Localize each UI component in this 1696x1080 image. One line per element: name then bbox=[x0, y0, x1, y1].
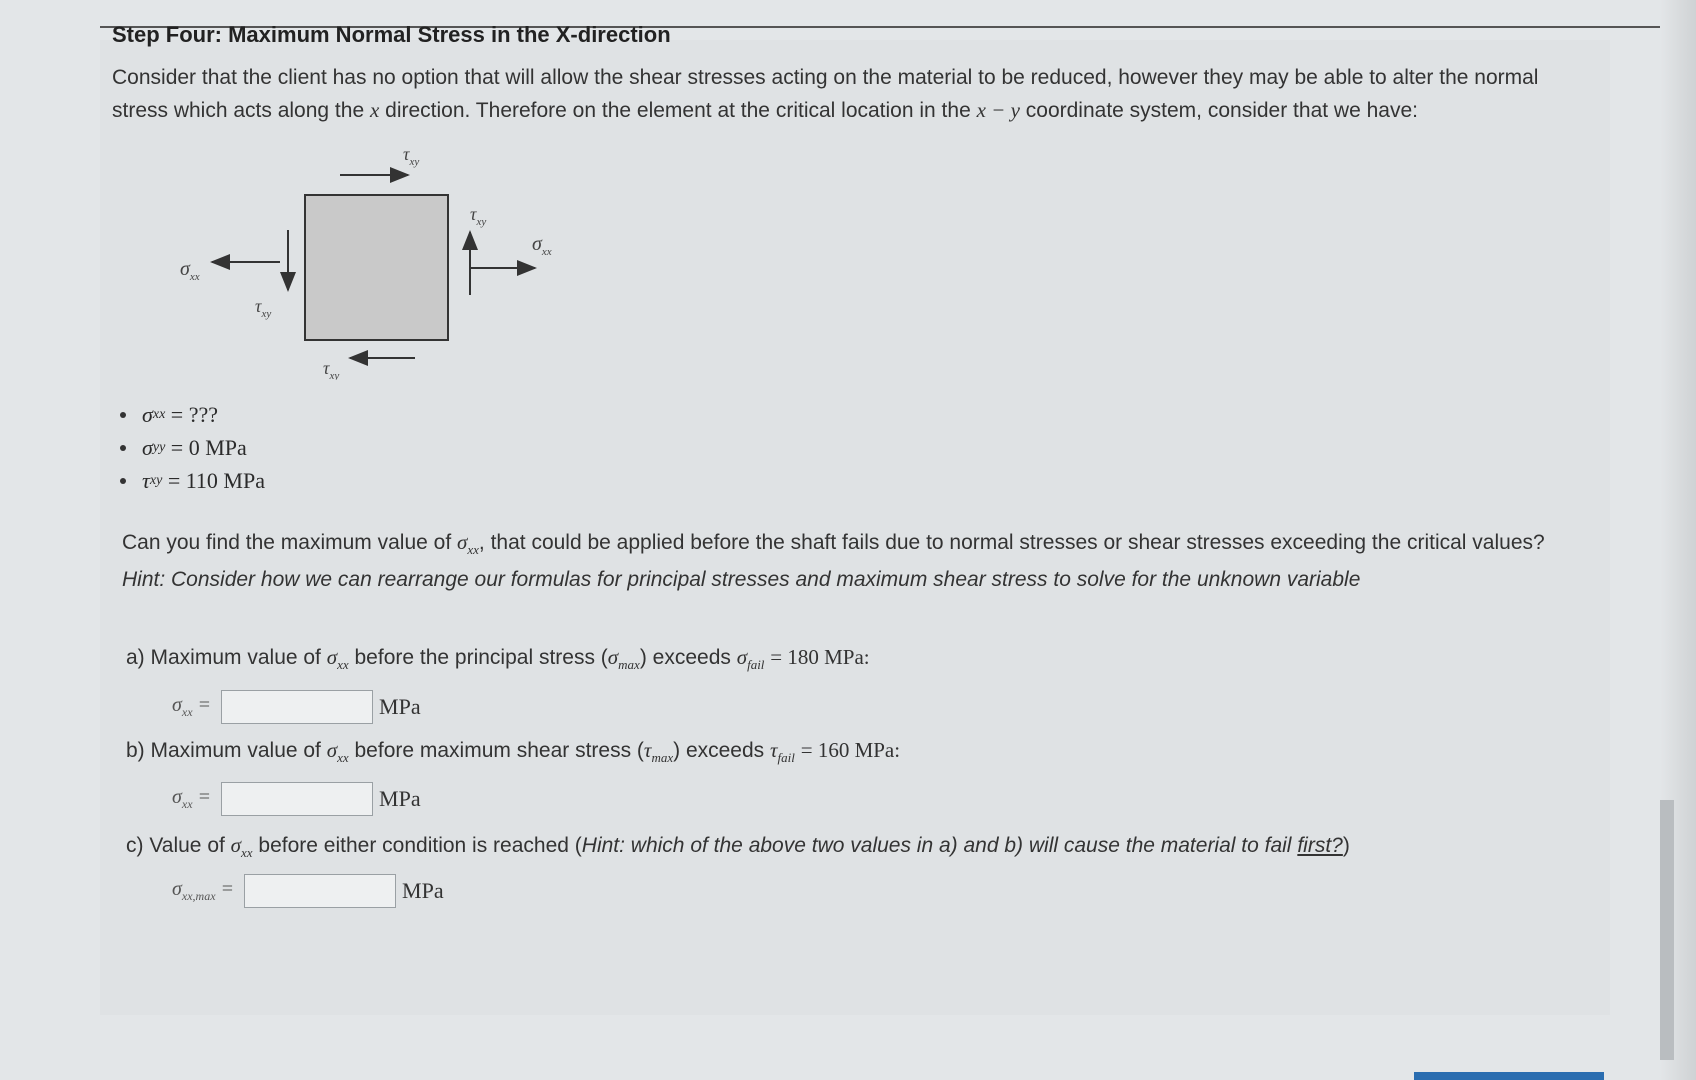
part-b-prefix: b) Maximum value of bbox=[126, 739, 321, 762]
sigma-xx-value: = ??? bbox=[170, 401, 218, 427]
part-b-crit-symbol: τ bbox=[643, 738, 652, 762]
scrollbar-thumb[interactable] bbox=[1660, 800, 1674, 1060]
part-c-sigma: σ bbox=[230, 833, 242, 857]
part-a-sigma: σ bbox=[326, 645, 338, 669]
equals-sign: = bbox=[197, 694, 212, 716]
list-item bbox=[120, 431, 265, 464]
part-b-answer-symbol: σ bbox=[172, 786, 182, 808]
part-a-fail-value: = 180 MPa: bbox=[770, 645, 870, 669]
part-c-close: ) bbox=[1342, 834, 1350, 857]
part-c-prompt bbox=[126, 833, 1350, 861]
part-b-after: ) exceeds bbox=[673, 739, 765, 762]
part-b-crit-sub: max bbox=[651, 750, 674, 766]
part-b-prompt bbox=[126, 738, 900, 766]
part-a-crit-sub: max bbox=[618, 657, 640, 673]
given-values-list bbox=[120, 398, 265, 497]
part-b-answer-row bbox=[172, 782, 421, 816]
part-c-answer-input[interactable] bbox=[244, 874, 396, 908]
part-a-answer-label bbox=[172, 694, 211, 720]
bullet-dot bbox=[120, 445, 126, 451]
intro-line2c: coordinate system, consider that we have: bbox=[1025, 99, 1418, 122]
equals-sign: = bbox=[220, 878, 235, 900]
question-sigma-symbol: σ bbox=[457, 530, 468, 554]
right-sigma-label: $\sigma_{xx}$ bbox=[532, 233, 552, 258]
bottom-tau-label: $\tau_{xy}$ bbox=[323, 358, 340, 380]
tau-xy-value: = 110 MPa bbox=[167, 467, 265, 493]
sigma-yy-value: = 0 MPa bbox=[170, 434, 247, 460]
part-c-sigma-sub: xx bbox=[241, 845, 253, 861]
part-a-answer-symbol: σ bbox=[172, 694, 182, 716]
part-c-hint: Hint: which of the above two values in a) and b) will cause the material to fail bbox=[581, 834, 1292, 857]
intro-paragraph bbox=[112, 62, 1612, 127]
first-link[interactable]: first? bbox=[1297, 834, 1343, 857]
part-b-mid: before maximum shear stress ( bbox=[354, 739, 644, 762]
intro-line2b: direction. Therefore on the element at the critical location in the bbox=[385, 99, 971, 122]
sigma-xx-symbol: σ bbox=[142, 401, 153, 427]
sigma-xx-sub: xx bbox=[152, 406, 166, 422]
intro-line2a: stress which acts along the bbox=[112, 99, 365, 122]
part-b-unit: MPa bbox=[379, 786, 421, 811]
stress-element-diagram bbox=[160, 140, 600, 380]
tau-xy-sub: xy bbox=[149, 472, 163, 488]
question-part-a: Can you find the maximum value of bbox=[122, 531, 452, 554]
list-item bbox=[120, 464, 265, 497]
equals-sign: = bbox=[197, 786, 212, 808]
coord-system: x − y bbox=[976, 98, 1020, 122]
part-b-sigma-sub: xx bbox=[337, 750, 349, 766]
part-a-prompt bbox=[126, 645, 870, 673]
part-b-fail-symbol: τ bbox=[770, 738, 778, 762]
part-c-prefix: c) Value of bbox=[126, 834, 225, 857]
left-tau-label: $\tau_{xy}$ bbox=[255, 296, 272, 320]
part-a-fail-symbol: σ bbox=[736, 645, 748, 669]
left-sigma-label: $\sigma_{xx}$ bbox=[180, 258, 200, 283]
section-heading: Step Four: Maximum Normal Stress in the X-direction bbox=[112, 22, 671, 47]
part-b-fail-value: = 160 MPa: bbox=[800, 738, 901, 762]
part-c-answer-sub: xx,max bbox=[181, 889, 216, 903]
part-a-answer-row bbox=[172, 690, 421, 724]
question-part-b: , that could be applied before the shaft fails due to normal stresses or shear stresses exceeding the critical values? bbox=[478, 531, 1545, 554]
bullet-dot bbox=[120, 412, 126, 418]
part-c-answer-label bbox=[172, 878, 234, 904]
part-a-answer-input[interactable] bbox=[221, 690, 373, 724]
part-c-answer-row bbox=[172, 874, 444, 908]
part-a-answer-sub: xx bbox=[181, 705, 193, 719]
part-a-fail-sub: fail bbox=[747, 657, 765, 673]
list-item bbox=[120, 398, 265, 431]
part-b-answer-sub: xx bbox=[181, 797, 193, 811]
part-b-answer-label bbox=[172, 786, 211, 812]
part-a-sigma-sub: xx bbox=[337, 657, 349, 673]
bullet-dot bbox=[120, 478, 126, 484]
intro-line1: Consider that the client has no option that will allow the shear stresses acting on the material to be reduced, however they may be able to alter the normal bbox=[112, 66, 1539, 89]
question-sigma-sub: xx bbox=[467, 542, 479, 558]
hint-text: Hint: Consider how we can rearrange our formulas for principal stresses and maximum shear stress to solve for the unknown variable bbox=[122, 568, 1361, 591]
part-a-crit-symbol: σ bbox=[607, 645, 619, 669]
sigma-yy-sub: yy bbox=[152, 439, 166, 455]
part-a-prefix: a) Maximum value of bbox=[126, 646, 321, 669]
question-text bbox=[122, 530, 1602, 558]
accent-bar bbox=[1414, 1072, 1604, 1080]
sigma-yy-symbol: σ bbox=[142, 434, 153, 460]
part-b-answer-input[interactable] bbox=[221, 782, 373, 816]
part-a-mid: before the principal stress ( bbox=[354, 646, 608, 669]
part-a-unit: MPa bbox=[379, 694, 421, 719]
tau-xy-symbol: τ bbox=[142, 467, 150, 493]
stress-element-square bbox=[305, 195, 448, 340]
part-b-sigma: σ bbox=[326, 738, 338, 762]
top-tau-label: $\tau_{xy}$ bbox=[403, 144, 420, 168]
part-c-unit: MPa bbox=[402, 878, 444, 903]
part-c-answer-symbol: σ bbox=[172, 878, 182, 900]
x-variable: x bbox=[369, 98, 380, 122]
part-b-fail-sub: fail bbox=[777, 750, 795, 766]
right-tau-label: $\tau_{xy}$ bbox=[470, 204, 487, 228]
part-c-mid: before either condition is reached ( bbox=[258, 834, 582, 857]
part-a-after: ) exceeds bbox=[639, 646, 731, 669]
